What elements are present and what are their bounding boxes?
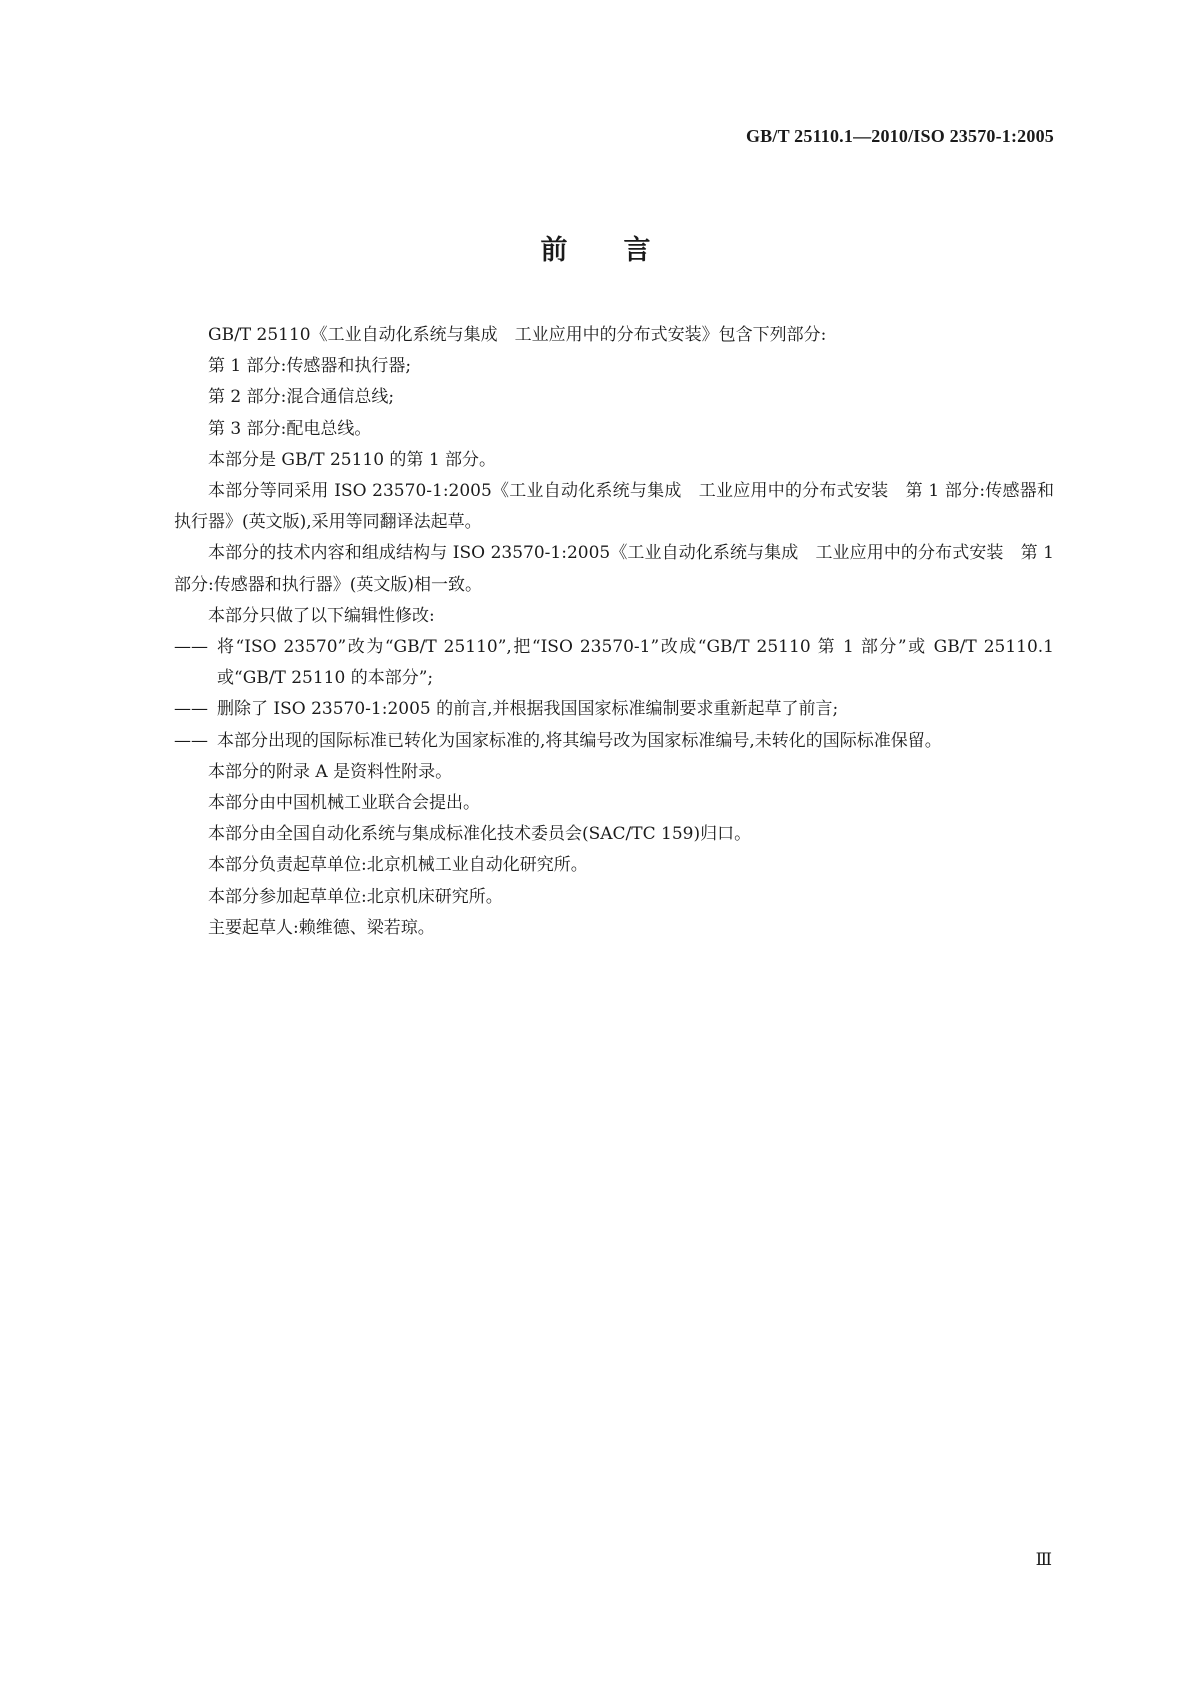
paragraph-participating-unit: 本部分参加起草单位:北京机床研究所。 — [208, 886, 503, 907]
page-title: 前言 — [540, 235, 707, 266]
list-item — [174, 694, 1054, 725]
paragraph-consistency: 本部分的技术内容和组成结构与 ISO 23570-1:2005《工业自动化系统与集成 工业应用中的分布式安装 第 1 部分:传感器和执行器》(英文版)相一致。 — [174, 543, 1054, 595]
dash-marker: —— — [174, 637, 208, 658]
standard-number: GB/T 25110.1—2010/ISO 23570-1:2005 — [745, 126, 1054, 146]
edit-item-text: 本部分出现的国际标准已转化为国家标准的,将其编号改为国家标准编号,未转化的国际标准保留。 — [217, 730, 942, 751]
paragraph-adoption: 本部分等同采用 ISO 23570-1:2005《工业自动化系统与集成 工业应用中的分布式安装 第 1 部分:传感器和执行器》(英文版),采用等同翻译法起草。 — [174, 481, 1054, 533]
paragraph-part-2: 第 2 部分:混合通信总线; — [208, 387, 395, 408]
paragraph-series-intro: GB/T 25110《工业自动化系统与集成 工业应用中的分布式安装》包含下列部分: — [208, 325, 827, 345]
paragraph-edits-intro: 本部分只做了以下编辑性修改: — [208, 605, 435, 626]
paragraph-drafting-unit: 本部分负责起草单位:北京机械工业自动化研究所。 — [208, 855, 588, 876]
page-number: Ⅲ — [1035, 1550, 1051, 1569]
paragraph-annex: 本部分的附录 A 是资料性附录。 — [208, 761, 453, 782]
dash-marker: —— — [174, 699, 208, 720]
paragraph-this-part: 本部分是 GB/T 25110 的第 1 部分。 — [208, 449, 497, 470]
paragraph-proposer: 本部分由中国机械工业联合会提出。 — [208, 793, 480, 814]
list-item — [174, 632, 1054, 694]
paragraph-part-3: 第 3 部分:配电总线。 — [208, 418, 372, 439]
paragraph-drafters: 主要起草人:赖维德、梁若琼。 — [208, 917, 435, 938]
list-item — [174, 726, 1054, 757]
edit-item-text: 将“ISO 23570”改为“GB/T 25110”,把“ISO 23570-1”改成“GB/T 25110 第 1 部分”或 GB/T 25110.1 或“GB/T 25110 的本部分”; — [217, 637, 1054, 689]
edit-item-text: 删除了 ISO 23570-1:2005 的前言,并根据我国国家标准编制要求重新起草了前言; — [217, 699, 839, 720]
paragraph-part-1: 第 1 部分:传感器和执行器; — [208, 356, 412, 377]
paragraph-committee: 本部分由全国自动化系统与集成标准化技术委员会(SAC/TC 159)归口。 — [208, 824, 752, 845]
dash-marker: —— — [174, 730, 208, 751]
document-body — [174, 320, 1054, 944]
